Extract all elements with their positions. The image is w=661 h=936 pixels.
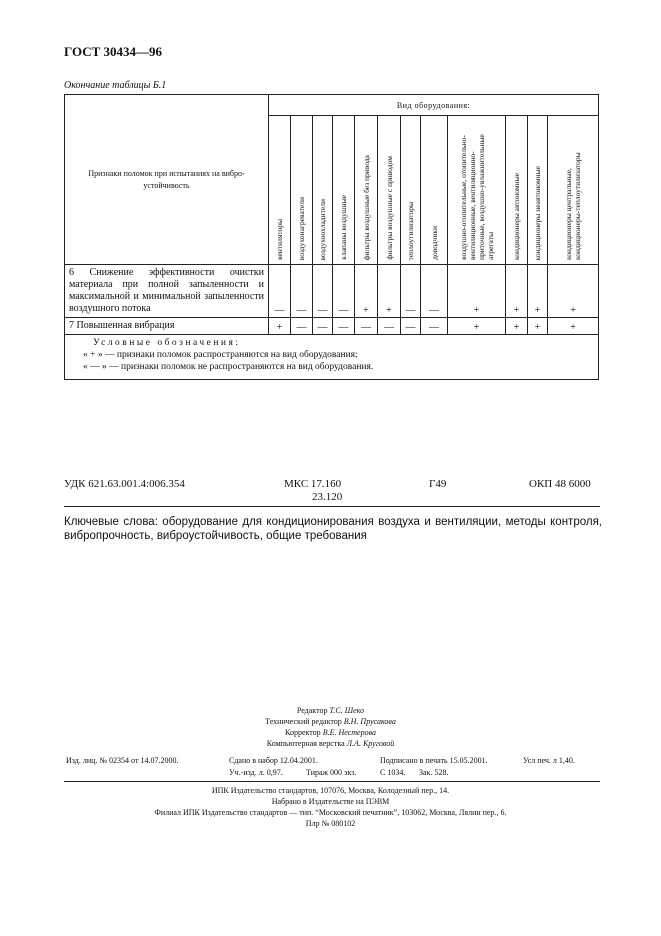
row-mark: + <box>378 265 401 318</box>
row-mark: + <box>448 265 506 318</box>
legend-title: Условные обозначения: <box>93 338 241 348</box>
imprint-typeset: Набрано в Издательстве на ПЭВМ <box>271 797 390 806</box>
feature-column-header: Признаки поломок при испытаниях на виброустойчивость <box>65 95 269 265</box>
codes-divider <box>64 506 600 507</box>
row-mark: — <box>333 318 355 335</box>
row-mark: — <box>313 265 333 318</box>
equipment-group-header: Вид оборудования: <box>269 95 599 116</box>
row-mark: + <box>355 265 378 318</box>
credit-layout: Компьютерная верстка Л.А. Круговой <box>266 739 395 748</box>
row-mark: + <box>528 318 548 335</box>
table-caption: Окончание таблицы Б.1 <box>64 80 167 91</box>
column-header: воздухоохладители <box>313 116 333 265</box>
credit-corrector: Корректор В.Е. Нестерова <box>285 728 376 737</box>
row-mark: + <box>269 318 291 335</box>
row-mark: — <box>291 318 313 335</box>
imprint-order-z: Зак. 528. <box>419 768 449 777</box>
column-header: воздухонагреватели <box>291 116 313 265</box>
row-mark: + <box>506 265 528 318</box>
column-header: фильтры воздушные без привода <box>355 116 378 265</box>
row-mark: — <box>313 318 333 335</box>
column-header: воздушно-отопительные, отопительно-вентиляционные, вентиляционно-приточные, воздушно-увлажнительные агрегаты <box>448 116 506 265</box>
column-header: клапаны воздушные <box>333 116 355 265</box>
row-label: 6 Снижение эффективности очистки материала при полной запыленности и максимальной и минимальной запыленности воздушного потока <box>65 265 269 318</box>
table-row <box>65 265 599 318</box>
row-mark: — <box>378 318 401 335</box>
column-header: доводчики <box>421 116 448 265</box>
row-mark: — <box>291 265 313 318</box>
row-mark: + <box>448 318 506 335</box>
row-mark: — <box>421 318 448 335</box>
imprint-plr: Плр № 080102 <box>305 819 356 828</box>
row-mark: — <box>401 265 421 318</box>
okp-code: ОКП 48 6000 <box>529 478 591 490</box>
imprint-branch: Филиал ИПК Издательство стандартов — тип. “Московский печатник”, 103062, Москва, Лялин пер., 6. <box>154 808 507 817</box>
column-header: кондиционеры центральные, кондиционеры-теплоутилизаторы <box>548 116 599 265</box>
row-mark: — <box>333 265 355 318</box>
row-mark: — <box>355 318 378 335</box>
imprint-print-date: Подписано в печать 15.05.2001. <box>380 756 488 765</box>
legend-minus: « — » — признаки поломок не распространяются на вид оборудования. <box>83 362 374 372</box>
equipment-table <box>64 94 599 380</box>
row-mark: + <box>548 265 599 318</box>
imprint-divider <box>64 781 600 782</box>
column-header: кондиционеры неавтономные <box>528 116 548 265</box>
table-row <box>65 318 599 335</box>
row-mark: — <box>269 265 291 318</box>
column-header: вентиляторы <box>269 116 291 265</box>
row-label: 7 Повышенная вибрация <box>65 318 269 335</box>
imprint-order-c: С 1034. <box>380 768 406 777</box>
imprint-publisher: ИПК Издательство стандартов, 107076, Москва, Колодезный пер., 14. <box>211 786 450 795</box>
udk-code: УДК 621.63.001.4:006.354 <box>64 478 185 490</box>
mks-code: МКС 17.160 23.120 <box>284 478 343 503</box>
legend-plus: « + » — признаки поломок распространяются на вид оборудования; <box>83 350 358 360</box>
group-code: Г49 <box>429 478 447 490</box>
document-code: ГОСТ 30434—96 <box>64 44 163 59</box>
row-mark: — <box>401 318 421 335</box>
row-mark: + <box>528 265 548 318</box>
row-mark: + <box>548 318 599 335</box>
credit-tech-editor: Технический редактор В.Н. Прусакова <box>265 717 396 726</box>
column-header: кондиционеры автономные <box>506 116 528 265</box>
column-header: фильтры воздушные с приводом <box>378 116 401 265</box>
table-legend <box>65 335 599 380</box>
keywords: Ключевые слова: оборудование для кондиционирования воздуха и вентиляции, методы контроля, вибропрочность, виброустойчивость, общие требования <box>64 516 602 542</box>
imprint-sheets: Усл печ. л 1,40. <box>523 756 575 765</box>
imprint-pub-sheets: Уч.-изд. л. 0,97. <box>229 768 283 777</box>
imprint-run: Тираж 000 экз. <box>306 768 357 777</box>
row-mark: + <box>506 318 528 335</box>
imprint-license: Изд. лиц. № 02354 от 14.07.2000. <box>66 756 179 765</box>
credit-editor: Редактор Т.С. Шеко <box>296 706 365 715</box>
imprint-set-date: Сдано в набор 12.04.2001. <box>229 756 318 765</box>
row-mark: — <box>421 265 448 318</box>
column-header: теплоутилизаторы <box>401 116 421 265</box>
